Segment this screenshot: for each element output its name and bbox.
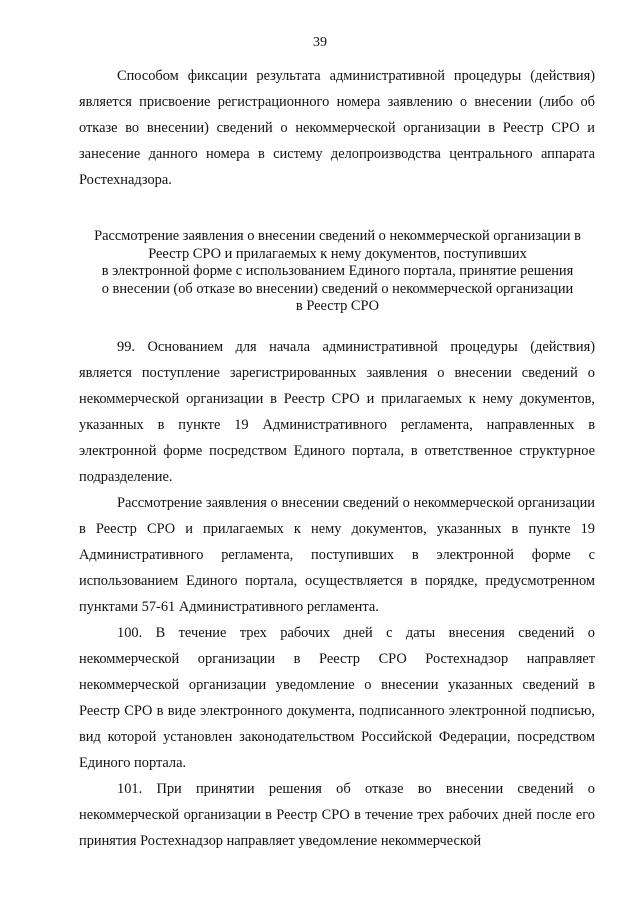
heading-line: в электронной форме с использованием Единого портала, принятие решения xyxy=(101,263,574,279)
page-number: 39 xyxy=(313,35,327,50)
heading-line: о внесении (об отказе во внесении) сведений о некоммерческой организации xyxy=(101,280,574,297)
section-heading xyxy=(70,228,605,316)
body-block xyxy=(79,334,595,854)
paragraph-99: 99. Основанием для начала административной процедуры (действия) является поступление зарегистрированных заявления о внесении сведений о некоммерческой организации в Реестр СРО и прилагаемых к нему документов, указанных в пункте 19 Административного регламента, направленных в электронной форме посредством Единого портала, в ответственное структурное подразделение. xyxy=(79,339,595,485)
paragraph-100: 100. В течение трех рабочих дней с даты внесения сведений о некоммерческой организации в Реестр СРО Ростехнадзор направляет некоммерческой организации уведомление о внесении указанных сведений в Реестр СРО в виде электронного документа, подписанного электронной подписью, вид которой установлен законодательством Российской Федерации, посредством Единого портала. xyxy=(79,625,595,771)
paragraph-101: 101. При принятии решения об отказе во внесении сведений о некоммерческой организации в Реестр СРО в течение трех рабочих дней после его принятия Ростехнадзор направляет уведомление некоммерческой xyxy=(79,781,595,849)
intro-paragraph: Способом фиксации результата административной процедуры (действия) является присвоение регистрационного номера заявлению о внесении (либо об отказе во внесении) сведений о некоммерческой организации в Реестр СРО и занесение данного номера в систему делопроизводства центрального аппарата Ростехнадзора. xyxy=(79,68,595,188)
heading-line: Реестр СРО и прилагаемых к нему документов, поступивших xyxy=(148,245,527,262)
heading-line: Рассмотрение заявления о внесении сведений о некоммерческой организации в xyxy=(94,228,581,244)
intro-block xyxy=(79,63,595,193)
paragraph-review: Рассмотрение заявления о внесении сведений о некоммерческой организации в Реестр СРО и прилагаемых к нему документов, указанных в пункте 19 Административного регламента, поступивших в электронной форме с использованием Единого портала, осуществляется в порядке, предусмотренном пунктами 57-61 Административного регламента. xyxy=(79,495,595,615)
heading-line: в Реестр СРО xyxy=(295,298,380,314)
